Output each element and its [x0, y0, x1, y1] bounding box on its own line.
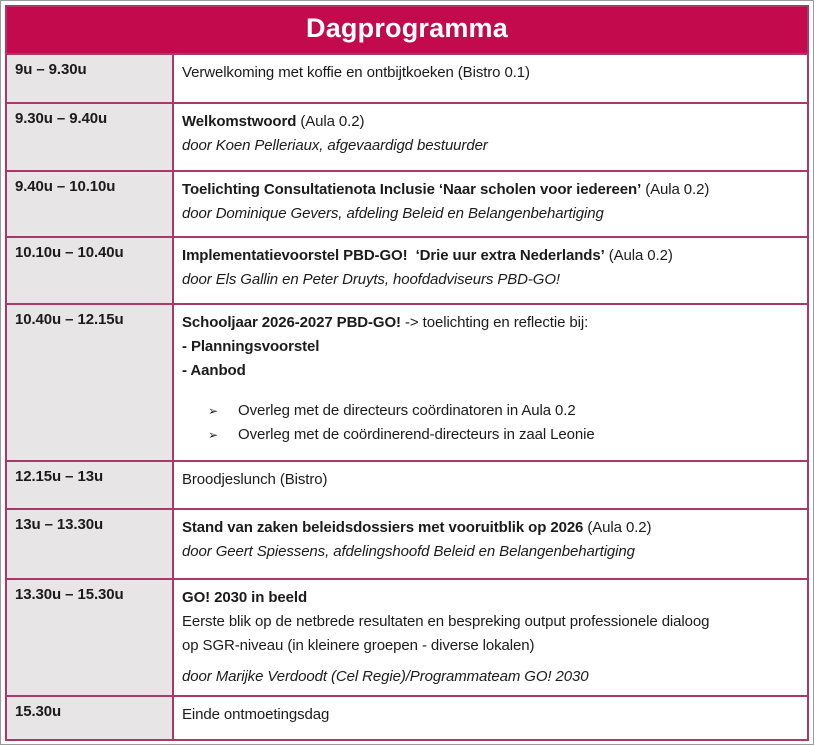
time-cell: 9.30u – 9.40u: [6, 103, 173, 171]
description-cell: [173, 103, 808, 171]
page-title: Dagprogramma: [6, 6, 808, 54]
time-cell: 12.15u – 13u: [6, 461, 173, 509]
speaker-line: door Marijke Verdoodt (Cel Regie)/Programmateam GO! 2030: [182, 668, 589, 685]
table-row: [6, 461, 808, 509]
table-row: [6, 103, 808, 171]
description-cell: [173, 461, 808, 509]
description-cell: [173, 237, 808, 304]
table-row: [6, 579, 808, 696]
session-line: Implementatievoorstel PBD-GO! ‘Drie uur extra Nederlands’ (Aula 0.2): [182, 247, 673, 264]
time-cell: 9u – 9.30u: [6, 54, 173, 103]
table-row: [6, 237, 808, 304]
table-row: [6, 171, 808, 237]
list-item: - Planningsvoorstel: [182, 338, 320, 355]
table-row: [6, 509, 808, 579]
session-line: GO! 2030 in beeld: [182, 589, 308, 606]
description-cell: [173, 54, 808, 103]
table-row: [6, 54, 808, 103]
list-item: - Aanbod: [182, 362, 246, 379]
speaker-line: door Dominique Gevers, afdeling Beleid en Belangenbehartiging: [182, 205, 604, 222]
description-cell: [173, 509, 808, 579]
time-cell: 10.40u – 12.15u: [6, 304, 173, 461]
time-cell: 10.10u – 10.40u: [6, 237, 173, 304]
description-cell: [173, 579, 808, 696]
time-cell: 15.30u: [6, 696, 173, 740]
description-cell: [173, 304, 808, 461]
description-cell: [173, 171, 808, 237]
session-line: Welkomstwoord (Aula 0.2): [182, 113, 365, 130]
speaker-line: door Geert Spiessens, afdelingshoofd Beleid en Belangenbehartiging: [182, 543, 635, 560]
session-line: op SGR-niveau (in kleinere groepen - diverse lokalen): [182, 637, 535, 654]
session-line: Eerste blik op de netbrede resultaten en bespreking output professionele dialoog: [182, 613, 710, 630]
bullet-line: ➢ Overleg met de coördinerend-directeurs in zaal Leonie: [182, 423, 799, 447]
session-line: Broodjeslunch (Bistro): [182, 471, 328, 488]
session-line: Verwelkoming met koffie en ontbijtkoeken (Bistro 0.1): [182, 64, 530, 81]
title-row: [6, 6, 808, 54]
speaker-line: door Els Gallin en Peter Druyts, hoofdadviseurs PBD-GO!: [182, 271, 560, 288]
time-cell: 13u – 13.30u: [6, 509, 173, 579]
session-line: Schooljaar 2026-2027 PBD-GO! -> toelichting en reflectie bij:: [182, 314, 589, 331]
arrow-bullet-icon: ➢: [208, 404, 218, 418]
table-row: [6, 696, 808, 740]
session-line: Stand van zaken beleidsdossiers met vooruitblik op 2026 (Aula 0.2): [182, 519, 652, 536]
time-cell: 9.40u – 10.10u: [6, 171, 173, 237]
session-line: Toelichting Consultatienota Inclusie ‘Naar scholen voor iedereen’ (Aula 0.2): [182, 181, 710, 198]
day-program-table: [5, 5, 809, 741]
time-cell: 13.30u – 15.30u: [6, 579, 173, 696]
speaker-line: door Koen Pelleriaux, afgevaardigd bestuurder: [182, 137, 488, 154]
description-cell: [173, 696, 808, 740]
table-row: [6, 304, 808, 461]
spacer: [182, 383, 799, 399]
session-line: Einde ontmoetingsdag: [182, 706, 330, 723]
arrow-bullet-icon: ➢: [208, 428, 218, 442]
bullet-line: ➢ Overleg met de directeurs coördinatoren in Aula 0.2: [182, 399, 799, 423]
